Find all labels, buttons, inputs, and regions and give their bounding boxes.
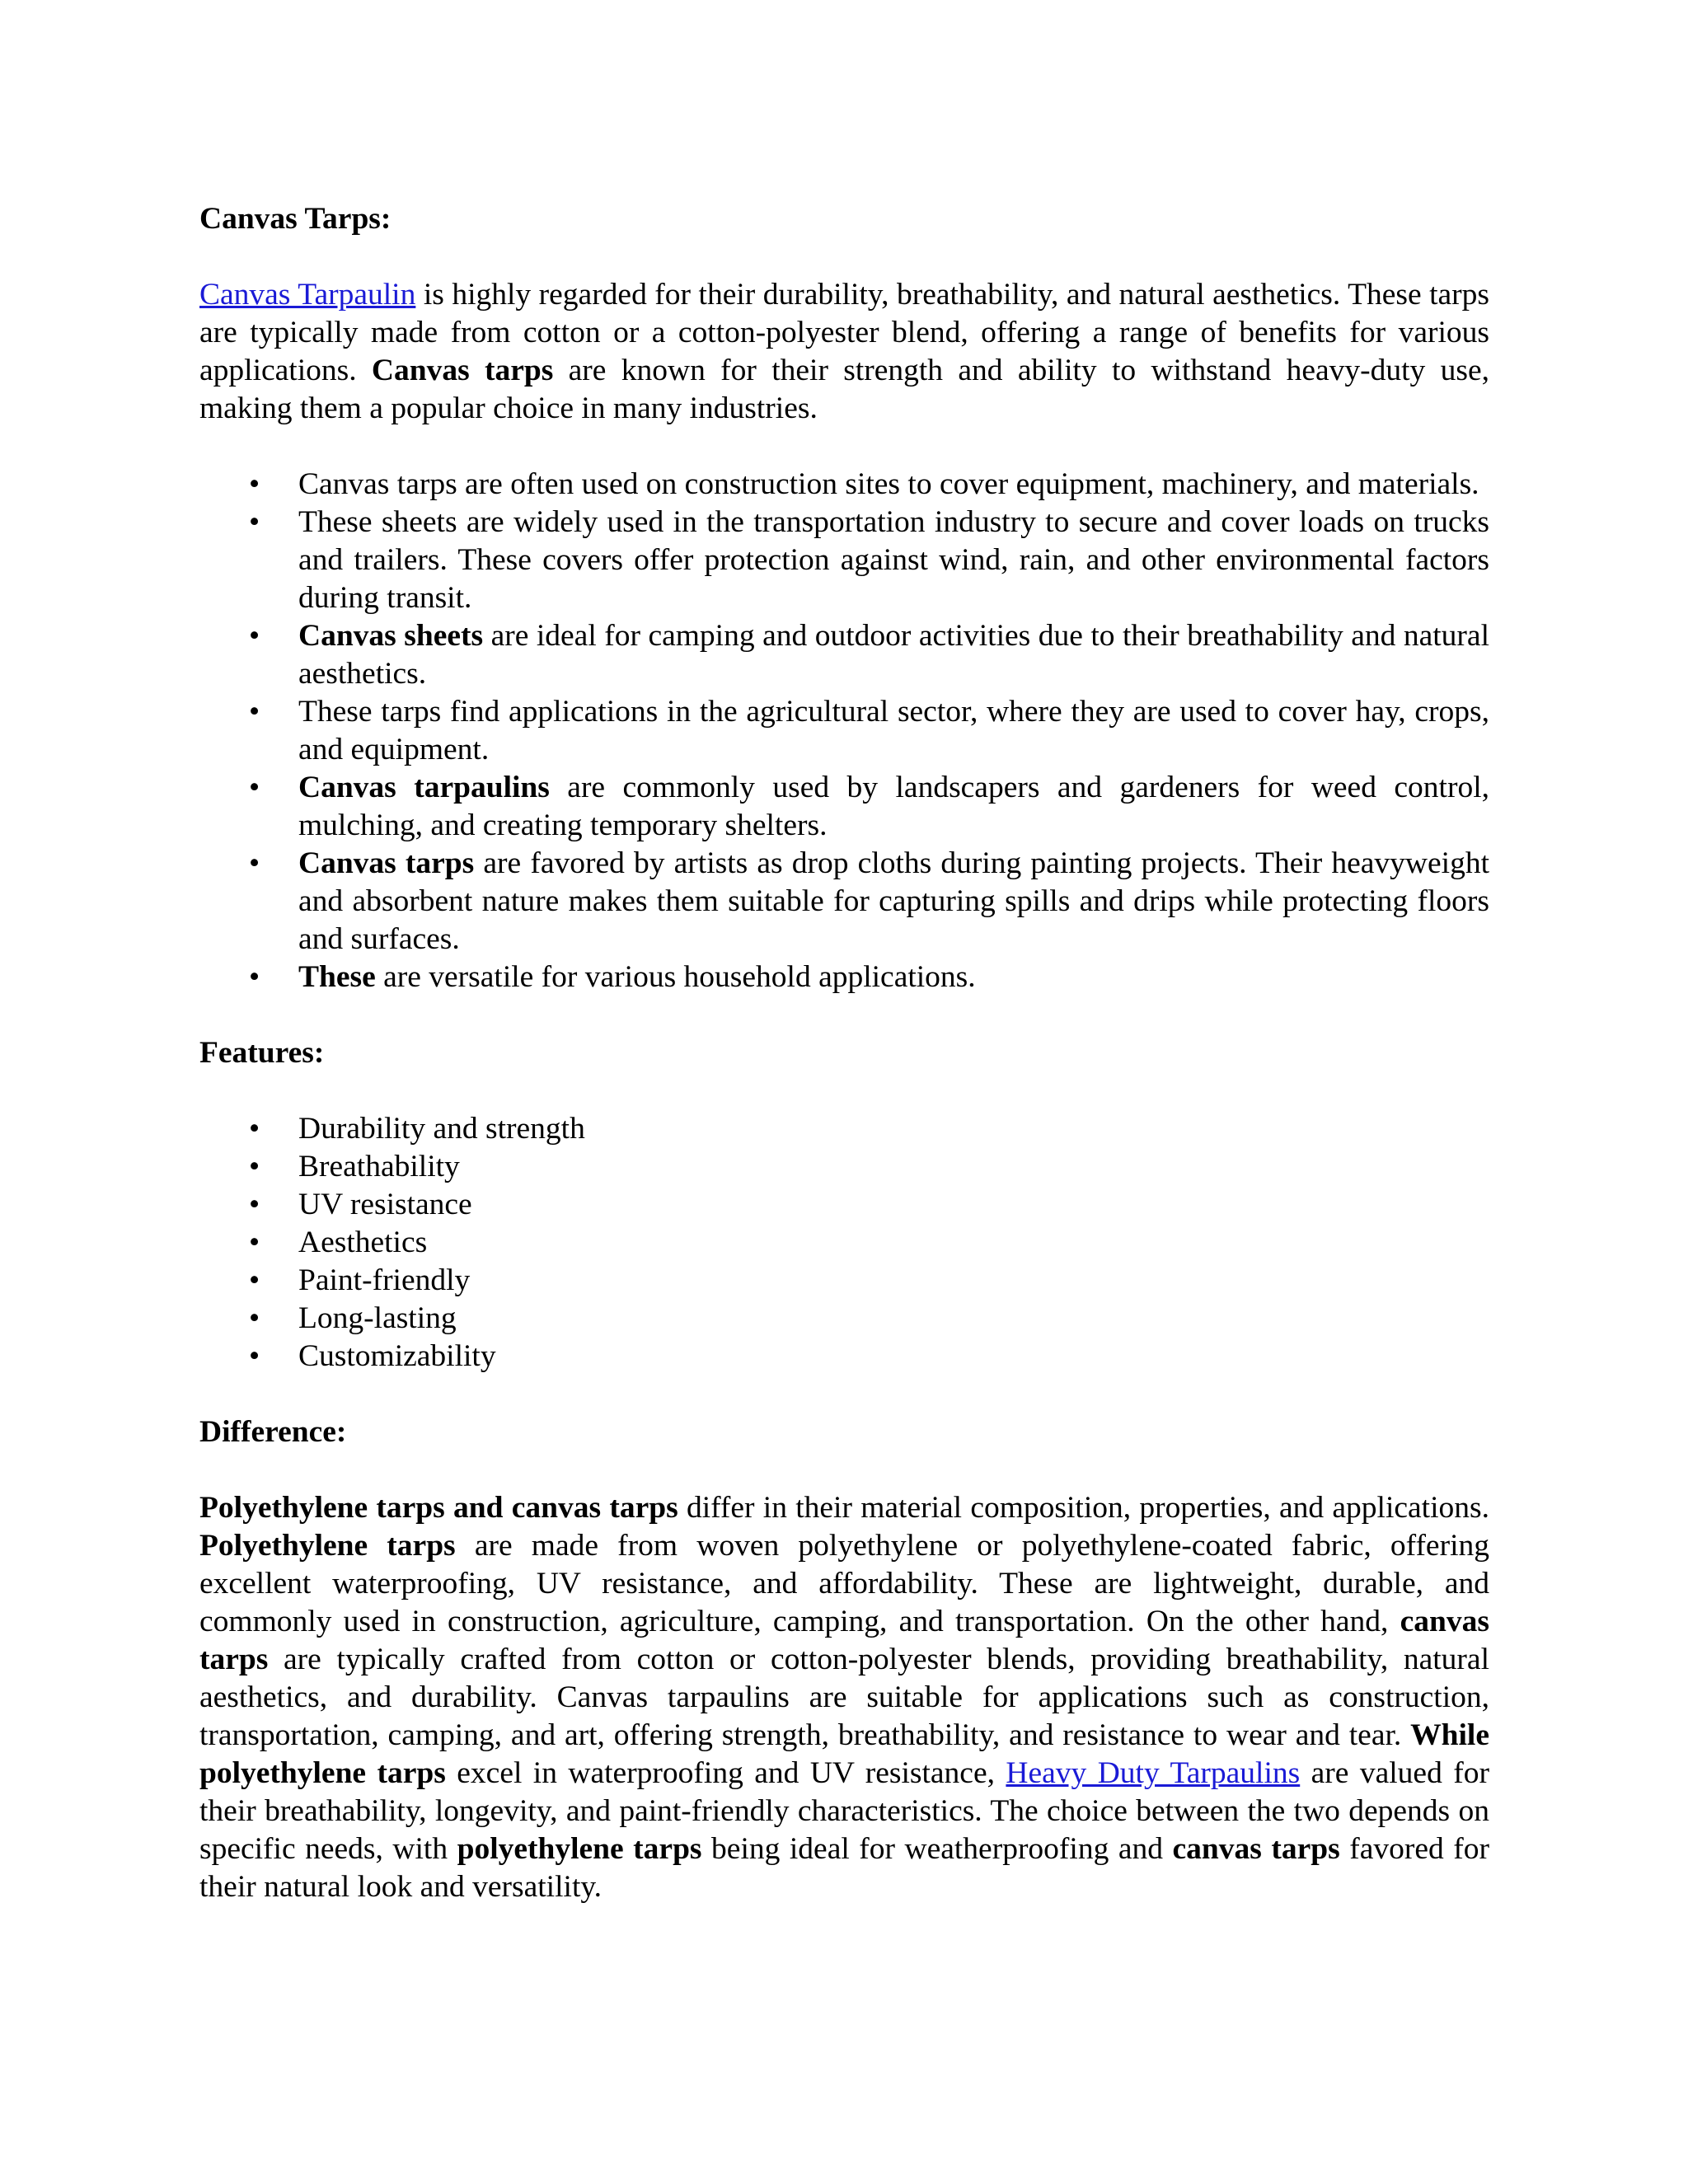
bullet-icon: • <box>249 1226 260 1259</box>
diff-text-4: excel in waterproofing and UV resistance, <box>445 1756 1006 1790</box>
canvas-uses-list <box>199 466 1489 996</box>
spacer <box>199 428 1489 466</box>
item-text: These sheets are widely used in the transportation industry to secure and cover loads on trucks and trailers. These covers offer protection against wind, rain, and other environmental factors during transit. <box>298 505 1489 615</box>
document-page <box>199 200 1489 1906</box>
diff-text-7: favored for their natural look and versatility. <box>199 1832 1489 1904</box>
item-text: are favored by artists as drop cloths during painting projects. Their heavyweight and absorbent nature makes them suitable for capturing spills and drips while protecting floors and surfaces. <box>298 846 1489 956</box>
item-text: These tarps find applications in the agricultural sector, where they are used to cover hay, crops, and equipment. <box>298 695 1489 766</box>
bullet-icon: • <box>249 846 260 880</box>
difference-heading: Difference: <box>199 1415 347 1449</box>
list-item <box>199 1338 1489 1376</box>
bullet-icon: • <box>249 1150 260 1183</box>
list-item <box>199 466 1489 504</box>
list-item <box>199 1262 1489 1300</box>
list-item <box>199 504 1489 617</box>
item-text: are ideal for camping and outdoor activities due to their breathability and natural aesthetics. <box>298 619 1489 691</box>
diff-text-2: are made from woven polyethylene or polyethylene-coated fabric, offering excellent waterproofing, UV resistance, and affordability. These are lightweight, durable, and commonly used in construction, agriculture, camping, and transportation. On the other hand, <box>199 1529 1489 1638</box>
bullet-icon: • <box>249 771 260 804</box>
bullet-icon: • <box>249 1301 260 1335</box>
heavy-duty-tarpaulins-link[interactable]: Heavy Duty Tarpaulins <box>1006 1756 1301 1790</box>
spacer <box>199 1072 1489 1110</box>
list-item <box>199 845 1489 958</box>
diff-bold-4: While polyethylene tarps <box>199 1718 1489 1790</box>
bullet-icon: • <box>249 695 260 729</box>
list-item <box>199 1300 1489 1338</box>
spacer <box>199 1376 1489 1413</box>
feature-text: Aesthetics <box>298 1226 428 1259</box>
spacer <box>199 1451 1489 1489</box>
list-item <box>199 1186 1489 1224</box>
features-heading: Features: <box>199 1036 325 1070</box>
bullet-icon: • <box>249 960 260 994</box>
bullet-icon: • <box>249 619 260 653</box>
list-item <box>199 769 1489 845</box>
diff-bold-5: polyethylene tarps <box>457 1832 702 1866</box>
item-bold: Canvas tarpaulins <box>298 771 550 804</box>
list-item <box>199 1224 1489 1262</box>
item-text: Canvas tarps are often used on construction sites to cover equipment, machinery, and materials. <box>298 467 1479 501</box>
difference-paragraph <box>199 1489 1489 1906</box>
canvas-tarps-heading: Canvas Tarps: <box>199 202 392 236</box>
bullet-icon: • <box>249 467 260 501</box>
spacer <box>199 996 1489 1034</box>
list-item <box>199 1110 1489 1148</box>
diff-text-3: are typically crafted from cotton or cotton-polyester blends, providing breathability, natural aesthetics, and durability. Canvas tarpaulins are suitable for applications such as construction, transportation, camping, and art, offering strength, breathability, and resistance to wear and tear. <box>199 1643 1489 1752</box>
feature-text: Breathability <box>298 1150 460 1183</box>
diff-bold-3: canvas tarps <box>199 1605 1489 1676</box>
spacer <box>199 238 1489 276</box>
item-bold: These <box>298 960 376 994</box>
item-text: are versatile for various household applications. <box>375 960 976 994</box>
bullet-icon: • <box>249 1188 260 1221</box>
item-bold: Canvas tarps <box>298 846 475 880</box>
list-item <box>199 958 1489 996</box>
intro-text-1: is highly regarded for their durability, breathability, and natural aesthetics. These tarps are typically made from cotton or a cotton-polyester blend, offering a range of benefits for various applications. <box>199 278 1489 387</box>
item-text: are commonly used by landscapers and gardeners for weed control, mulching, and creating temporary shelters. <box>298 771 1489 842</box>
diff-bold-2: Polyethylene tarps <box>199 1529 456 1563</box>
diff-text-1: differ in their material composition, properties, and applications. <box>678 1491 1489 1525</box>
canvas-tarpaulin-link[interactable]: Canvas Tarpaulin <box>199 278 416 312</box>
intro-text-2: are known for their strength and ability to withstand heavy-duty use, making them a popular choice in many industries. <box>199 354 1489 425</box>
diff-text-6: being ideal for weatherproofing and <box>701 1832 1173 1866</box>
feature-text: Long-lasting <box>298 1301 457 1335</box>
bullet-icon: • <box>249 1263 260 1297</box>
canvas-intro-paragraph <box>199 276 1489 428</box>
feature-text: UV resistance <box>298 1188 472 1221</box>
intro-bold-1: Canvas tarps <box>371 354 554 387</box>
feature-text: Customizability <box>298 1339 496 1373</box>
feature-text: Durability and strength <box>298 1112 585 1146</box>
list-item <box>199 617 1489 693</box>
list-item <box>199 693 1489 769</box>
list-item <box>199 1148 1489 1186</box>
diff-bold-1: Polyethylene tarps and canvas tarps <box>199 1491 678 1525</box>
feature-text: Paint-friendly <box>298 1263 471 1297</box>
diff-text-5: are valued for their breathability, longevity, and paint-friendly characteristics. The choice between the two depends on specific needs, with <box>199 1756 1489 1866</box>
bullet-icon: • <box>249 505 260 539</box>
bullet-icon: • <box>249 1112 260 1146</box>
diff-bold-6: canvas tarps <box>1172 1832 1340 1866</box>
item-bold: Canvas sheets <box>298 619 484 653</box>
features-list <box>199 1110 1489 1376</box>
bullet-icon: • <box>249 1339 260 1373</box>
